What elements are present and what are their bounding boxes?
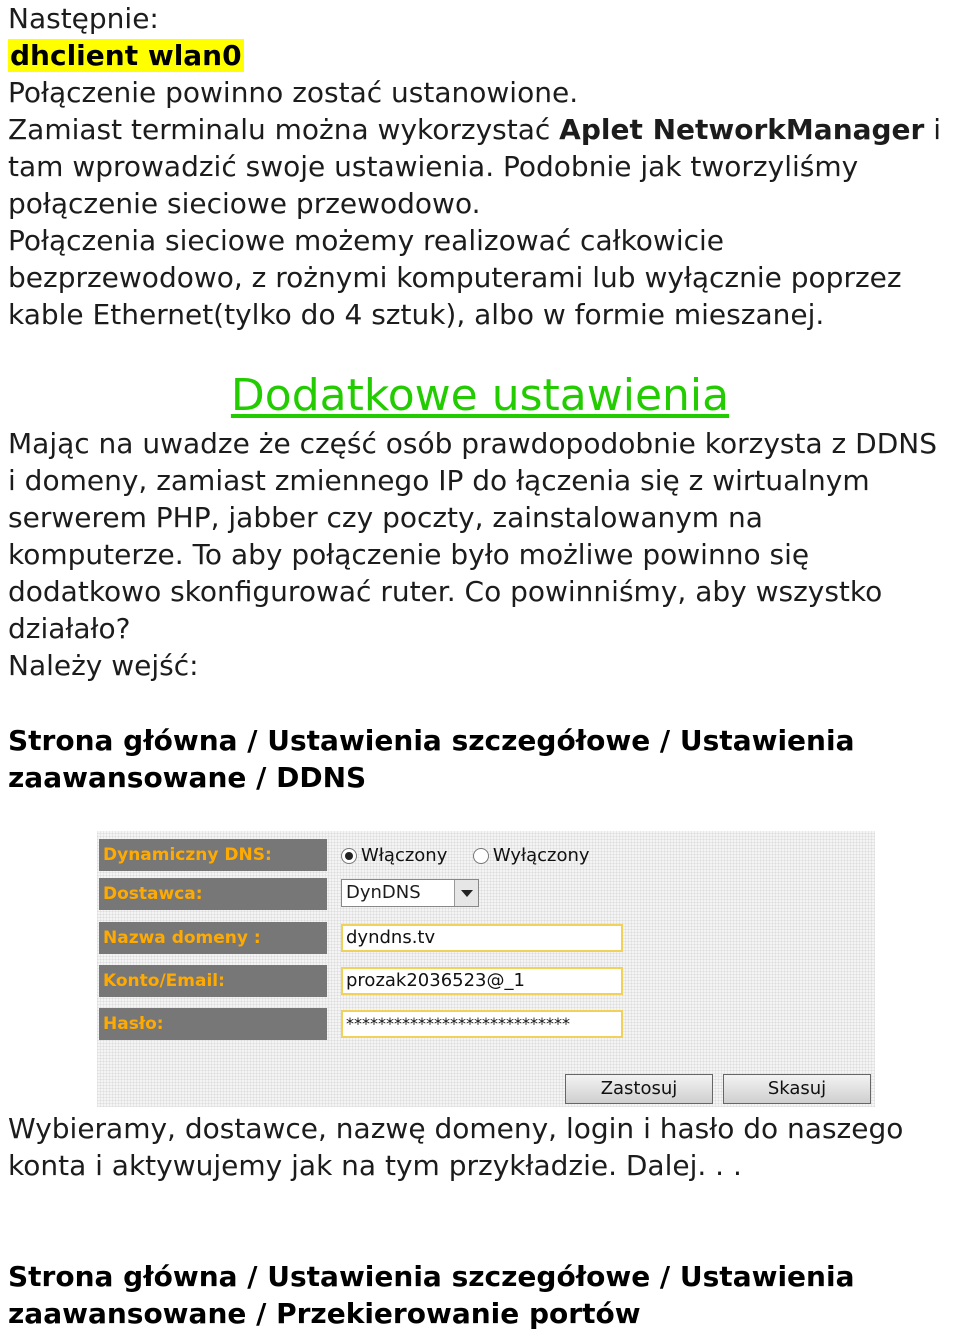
intro-line-4 — [8, 111, 941, 148]
account-label: Konto/Email: — [99, 965, 327, 997]
ports-path-line-1: Strona główna / Ustawienia szczegółowe / Ustawienia — [8, 1260, 855, 1293]
domain-input[interactable]: dyndns.tv — [341, 924, 623, 952]
intro-line-3: Połączenie powinno zostać ustanowione. — [8, 76, 579, 109]
radio-enabled-label: Włączony — [361, 845, 448, 866]
command-line — [8, 37, 244, 74]
radio-enabled-icon[interactable] — [341, 848, 357, 864]
section-line-6: działało? — [8, 612, 131, 645]
intro-line-4-post: i — [924, 113, 942, 146]
provider-select-value: DynDNS — [346, 882, 421, 903]
intro-line-4-pre: Zamiast terminalu można wykorzystać — [8, 113, 560, 146]
networkmanager-applet-name: Aplet NetworkManager — [559, 113, 925, 146]
ddns-radio-group — [341, 845, 590, 866]
section-line-2: i domeny, zamiast zmiennego IP do łączenia się z wirtualnym — [8, 464, 870, 497]
radio-disabled-icon[interactable] — [473, 848, 489, 864]
chevron-down-icon[interactable] — [454, 880, 478, 906]
ddns-label: Dynamiczny DNS: — [99, 839, 327, 871]
intro-line-7: Połączenia sieciowe możemy realizować całkowicie — [8, 224, 724, 257]
section-line-7: Należy wejść: — [8, 649, 199, 682]
cancel-button[interactable]: Skasuj — [723, 1074, 871, 1104]
highlighted-command: dhclient wlan0 — [10, 39, 242, 72]
ddns-path-line-2: zaawansowane / DDNS — [8, 761, 367, 794]
section-line-3: serwerem PHP, jabber czy poczty, zainstalowanym na — [8, 501, 763, 534]
after-line-1: Wybieramy, dostawce, nazwę domeny, login i hasło do naszego — [8, 1112, 904, 1145]
provider-select[interactable] — [341, 879, 479, 907]
ddns-path-line-1: Strona główna / Ustawienia szczegółowe / Ustawienia — [8, 724, 855, 757]
ports-path-line-2: zaawansowane / Przekierowanie portów — [8, 1297, 641, 1330]
intro-line-9: kable Ethernet(tylko do 4 sztuk), albo w formie mieszanej. — [8, 298, 825, 331]
intro-line-1: Następnie: — [8, 2, 159, 35]
section-line-1: Mając na uwadze że część osób prawdopodobnie korzysta z DDNS — [8, 427, 937, 460]
password-label: Hasło: — [99, 1008, 327, 1040]
section-heading: Dodatkowe ustawienia — [230, 370, 730, 421]
router-ddns-form — [97, 831, 875, 1107]
intro-line-8: bezprzewodowo, z rożnymi komputerami lub wyłącznie poprzez — [8, 261, 902, 294]
section-line-5: dodatkowo skonfigurować ruter. Co powinniśmy, aby wszystko — [8, 575, 883, 608]
account-input[interactable]: prozak2036523@_1 — [341, 967, 623, 995]
provider-label: Dostawca: — [99, 878, 327, 910]
intro-line-6: połączenie sieciowe przewodowo. — [8, 187, 481, 220]
password-input[interactable]: **************************** — [341, 1010, 623, 1038]
after-line-2: konta i aktywujemy jak na tym przykładzie. Dalej. . . — [8, 1149, 742, 1182]
section-line-4: komputerze. To aby połączenie było możliwe powinno się — [8, 538, 810, 571]
domain-label: Nazwa domeny : — [99, 922, 327, 954]
apply-button[interactable]: Zastosuj — [565, 1074, 713, 1104]
intro-line-5: tam wprowadzić swoje ustawienia. Podobnie jak tworzyliśmy — [8, 150, 859, 183]
radio-disabled-label: Wyłączony — [492, 845, 590, 866]
